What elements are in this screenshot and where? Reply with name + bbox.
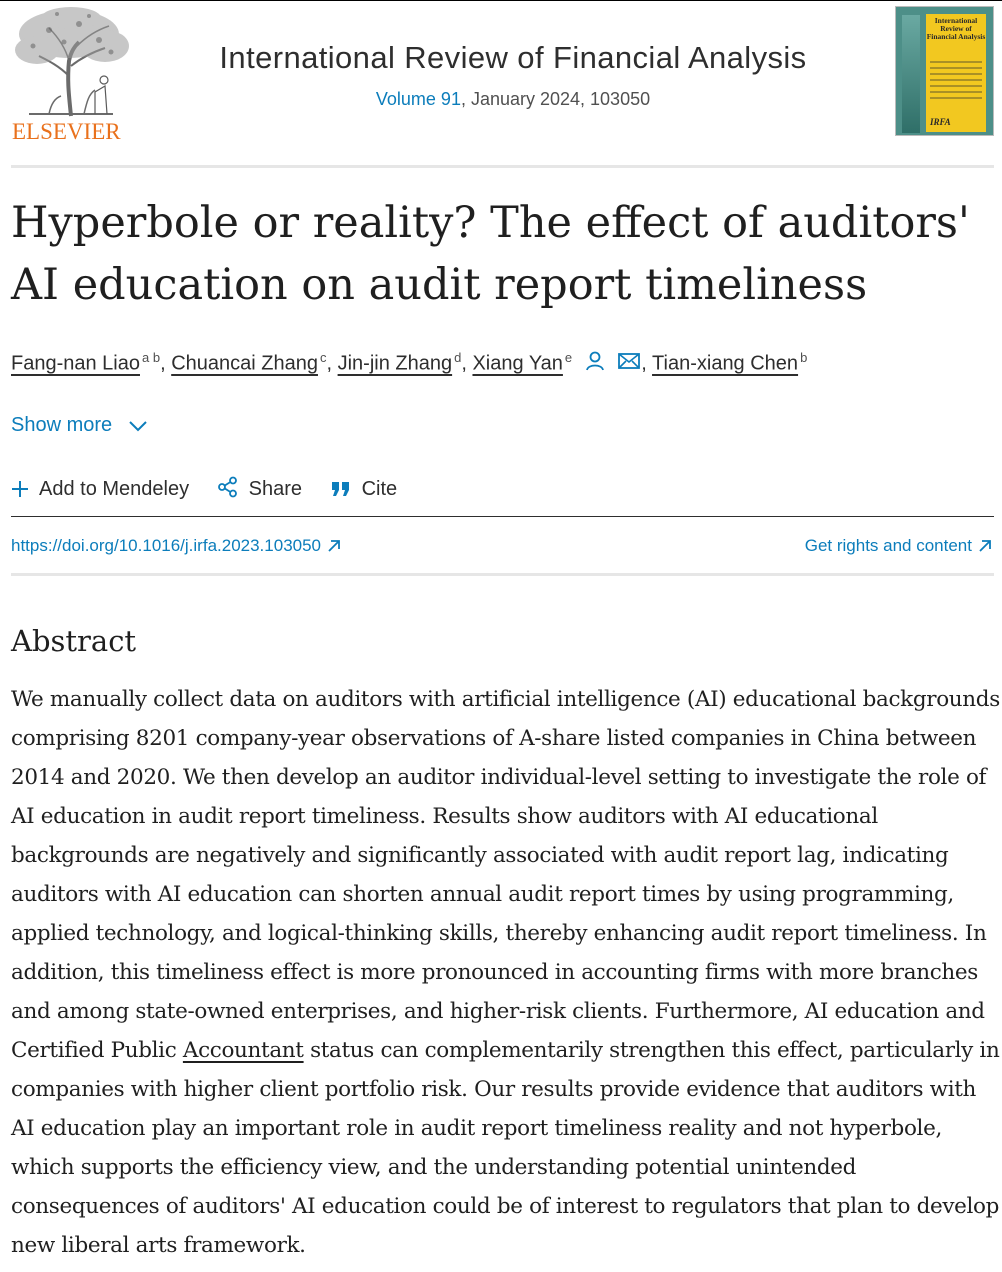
cite-button[interactable] (330, 478, 398, 501)
author-affiliation[interactable]: b (800, 350, 808, 365)
add-to-mendeley-label: Add to Mendeley (39, 478, 190, 500)
share-icon (217, 476, 239, 498)
header-divider (11, 165, 994, 168)
get-rights-link[interactable] (805, 536, 992, 556)
external-link-icon (327, 539, 341, 553)
add-to-mendeley-button[interactable] (11, 478, 189, 501)
author-affiliation[interactable]: c (319, 350, 327, 365)
abstract-text-part2: status can complementarily strengthen this effect, particularly in companies with higher client portfolio risk. Our results provide evidence that auditors with AI education play an important role in audit report timeliness reality and not hyperbole, which supports the efficiency view, and the understanding potential unintended consequences of auditors' AI education could be of interest to regulators that plan to develop new liberal arts framework. (11, 1038, 1000, 1258)
cover-stripe (902, 15, 920, 133)
person-icon[interactable] (584, 350, 606, 378)
cover-abbrev: IRFA (930, 117, 951, 127)
toolbar-divider (11, 516, 994, 517)
elsevier-tree-icon (9, 6, 133, 118)
share-label: Share (248, 478, 303, 500)
email-icon[interactable] (617, 351, 641, 377)
article-toolbar (11, 476, 419, 501)
get-rights-text: Get rights and content (804, 536, 972, 555)
author-link[interactable]: Tian-xiang Chen (652, 352, 799, 375)
publisher-name: ELSEVIER (12, 119, 121, 144)
journal-volume-info (160, 89, 866, 110)
show-more-label: Show more (11, 414, 113, 436)
author-link[interactable]: Xiang Yan (472, 352, 563, 375)
chevron-down-icon (128, 419, 148, 433)
issue-info: , January 2024, 103050 (460, 89, 651, 109)
plus-icon (11, 480, 29, 498)
doi-link[interactable] (11, 536, 341, 556)
share-button[interactable] (217, 476, 302, 501)
journal-cover-image[interactable] (895, 6, 994, 136)
volume-link[interactable]: Volume 91 (375, 89, 461, 109)
author-link[interactable]: Fang-nan Liao (11, 352, 140, 375)
show-more-button[interactable] (11, 414, 148, 437)
author-affiliation[interactable]: a b (141, 350, 161, 365)
cite-label: Cite (361, 478, 398, 500)
section-divider (11, 573, 994, 576)
journal-title[interactable]: International Review of Financial Analysis (219, 40, 807, 75)
abstract-heading: Abstract (11, 624, 137, 658)
abstract-text-part1: We manually collect data on auditors with artificial intelligence (AI) educational backgrounds comprising 8201 company-year observations of A-share listed companies in China between 2014 and 2020. We then develop an auditor individual-level setting to investigate the role of AI education in audit report timeliness. Results show auditors with AI educational backgrounds are negatively and significantly associated with audit report lag, indicating auditors with AI education can shorten annual audit report times by using programming, applied technology, and logical-thinking skills, thereby enhancing audit report timeliness. In addition, this timeliness effect is more pronounced in accounting firms with more branches and among state-owned enterprises, and higher-risk clients. Furthermore, AI education and Certified Public (11, 687, 1000, 1063)
author-affiliation[interactable]: d (454, 350, 462, 365)
author-affiliation[interactable]: e (564, 350, 573, 365)
author-list: Fang-nan Liao $^{a b}$, Chuancai Zhang $^c$, Jin-jin Zhang $^d$, Xiang Yan $^e$ , Tian-xiang Chen $^b$ (11, 350, 807, 378)
author-link[interactable]: Chuancai Zhang (171, 352, 318, 375)
cover-title: International Review of Financial Analysis (926, 16, 986, 41)
quote-icon (330, 480, 352, 498)
glossary-term-link[interactable]: Accountant (182, 1038, 304, 1063)
top-border (0, 0, 1002, 1)
abstract-text (11, 680, 1001, 1265)
elsevier-logo[interactable] (9, 6, 133, 144)
article-title: Hyperbole or reality? The effect of auditors' AI education on audit report timeliness (11, 198, 970, 310)
external-link-icon (978, 539, 992, 553)
doi-text: https://doi.org/10.1016/j.irfa.2023.103050 (11, 536, 322, 555)
author-link[interactable]: Jin-jin Zhang (337, 352, 453, 375)
cover-text-lines (930, 57, 982, 103)
